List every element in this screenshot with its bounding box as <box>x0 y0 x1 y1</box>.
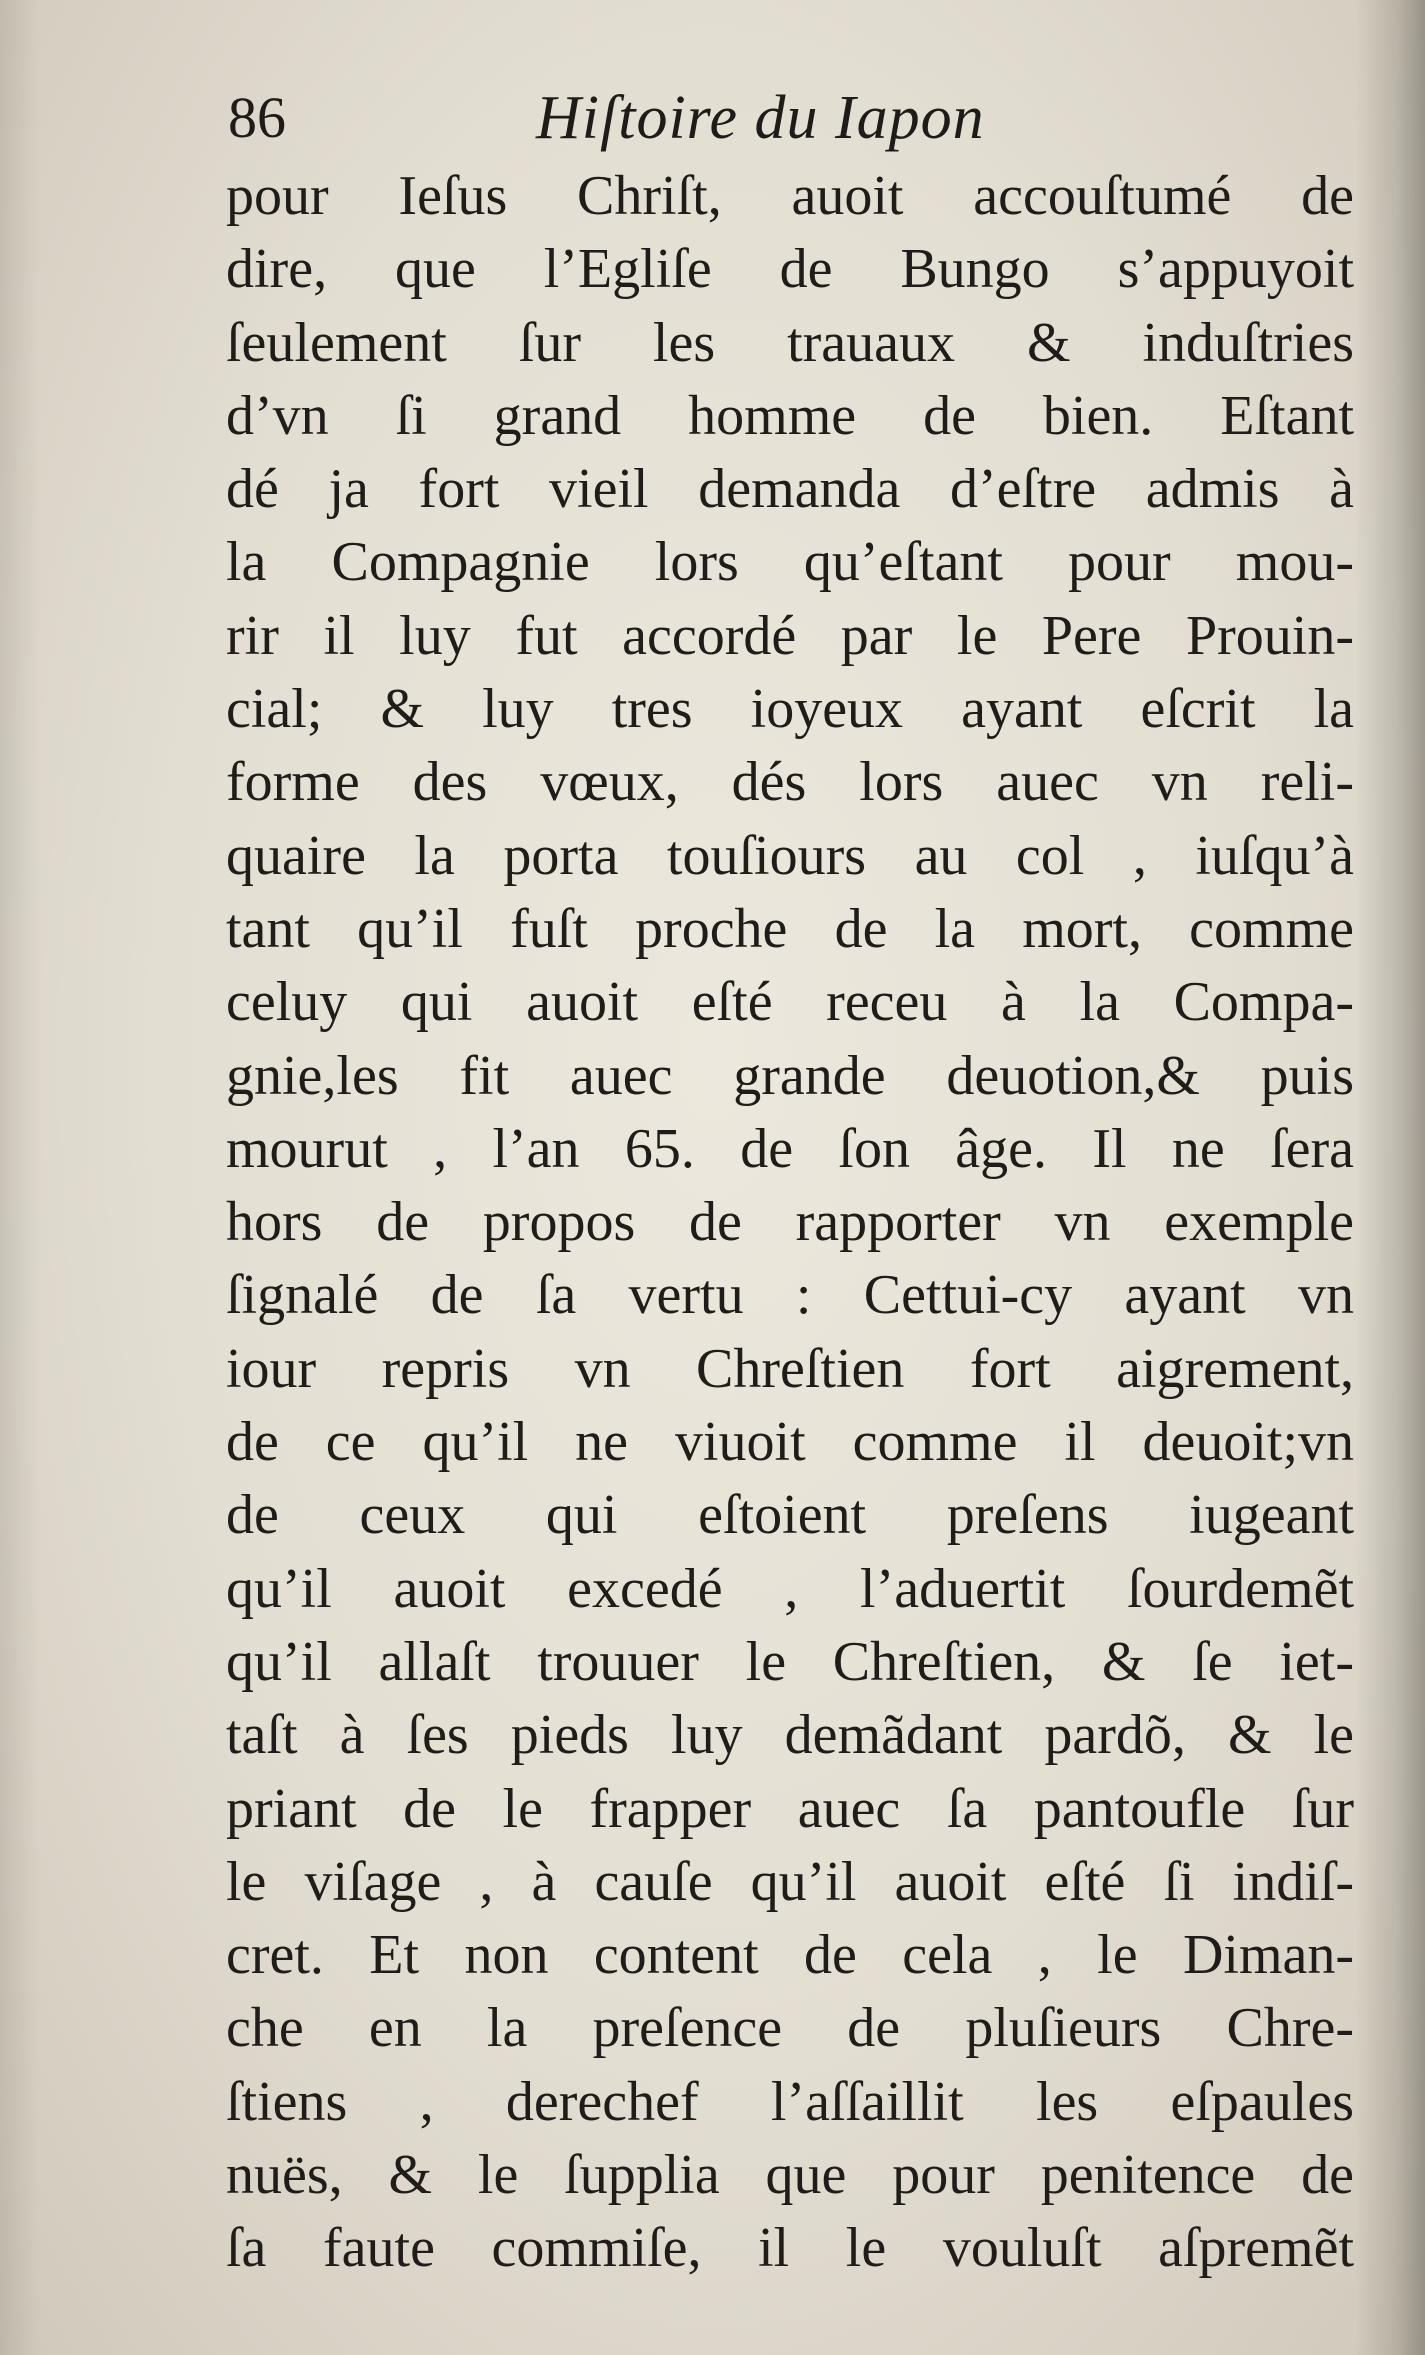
page-number: 86 <box>228 85 286 150</box>
text-line: che en la preſence de pluſieurs Chre- <box>226 1997 1354 2060</box>
text-line: qu’il auoit excedé , l’aduertit ſourdemẽt <box>226 1557 1354 1620</box>
text-line: mourut , l’an 65. de ſon âge. Il ne ſera <box>226 1117 1354 1180</box>
text-body <box>226 160 1354 2286</box>
text-line: ſignalé de ſa vertu : Cettui-cy ayant vn <box>226 1264 1354 1327</box>
text-line: hors de propos de rapporter vn exemple <box>226 1191 1354 1254</box>
text-line: iour repris vn Chreſtien fort aigrement, <box>226 1337 1354 1400</box>
running-title: Hiſtoire du Iapon <box>536 84 985 152</box>
text-line: rir il luy fut accordé par le Pere Prouin- <box>226 604 1354 667</box>
text-line: cial; & luy tres ioyeux ayant eſcrit la <box>226 678 1354 741</box>
text-line: quaire la porta touſiours au col , iuſqu’à <box>226 824 1354 887</box>
text-line: cret. Et non content de cela , le Diman- <box>226 1924 1354 1987</box>
text-line: dé ja fort vieil demanda d’eſtre admis à <box>226 458 1354 521</box>
text-line: la Compagnie lors qu’eſtant pour mou- <box>226 531 1354 594</box>
text-line: dire, que l’Egliſe de Bungo s’appuyoit <box>226 238 1354 301</box>
text-line: de ce qu’il ne viuoit comme il deuoit;vn <box>226 1411 1354 1474</box>
text-line: le viſage , à cauſe qu’il auoit eſté ſi indiſ- <box>226 1850 1354 1913</box>
text-line: de ceux qui eſtoient preſens iugeant <box>226 1484 1354 1547</box>
text-line: gnie,les fit auec grande deuotion,& puis <box>226 1044 1354 1107</box>
text-line: pour Ieſus Chriſt, auoit accouſtumé de <box>226 165 1354 227</box>
text-line: tant qu’il fuſt proche de la mort, comme <box>226 897 1354 960</box>
text-line: nuës, & le ſupplia que pour penitence de <box>226 2144 1354 2207</box>
text-line: qu’il allaſt trouuer le Chreſtien, & ſe iet- <box>226 1630 1354 1693</box>
text-line: d’vn ſi grand homme de bien. Eſtant <box>226 384 1354 447</box>
text-line: celuy qui auoit eſté receu à la Compa- <box>226 971 1354 1034</box>
page-header <box>228 78 1358 158</box>
text-line: priant de le frapper auec ſa pantoufle ſur <box>226 1777 1354 1840</box>
text-line: ſa faute commiſe, il le vouluſt aſpremẽt <box>226 2217 1354 2280</box>
text-line: forme des vœux, dés lors auec vn reli- <box>226 751 1354 814</box>
page-edge-shadow <box>0 0 40 2355</box>
gutter-shadow <box>1355 0 1425 2355</box>
text-line: ſeulement ſur les trauaux & induſtries <box>226 311 1354 374</box>
text-line: taſt à ſes pieds luy demãdant pardõ, & le <box>226 1704 1354 1767</box>
text-line: ſtiens , derechef l’aſſaillit les eſpaules <box>226 2070 1354 2133</box>
